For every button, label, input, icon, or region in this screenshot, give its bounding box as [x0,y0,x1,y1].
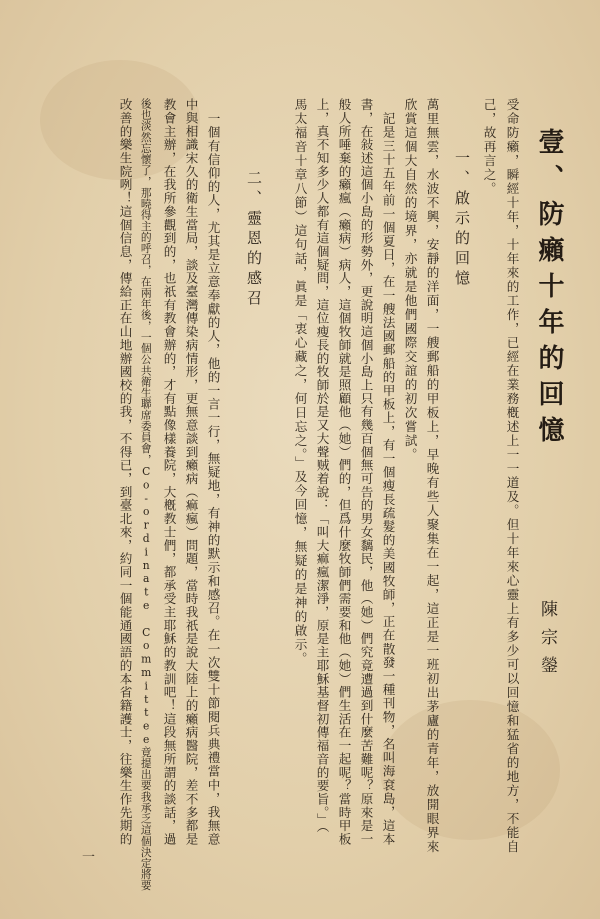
body-line: 書，在敍述這個小島的形勢外，更說明這個小島上只有幾百個無可告的男女黐民，他（她）們究竟遭過到什麼苦難呢？原來是一 [358,98,374,846]
page-number: 一 [82,850,96,865]
body-line: 萬里無雲，水波不興，安靜的洋面，一艘郵船的甲板上，早晚有些人聚集在一起，這正是一班初出茅廬的青年，放開眼界來 [424,98,440,854]
section-heading: 一、啟示的回憶 [453,150,471,290]
article-title: 壹、防癩十年的回憶 [534,128,564,452]
body-line: 欣賞這個大自然的境界，亦就是他們國際交誼的初次嘗試。 [402,98,418,462]
body-line: 上，真不知多少人都有這個疑問，這位瘦長的牧師於是又大聲贼着說：「叫大痲瘋潔淨，原是主耶穌基督初傳福音的要旨。」（ [314,98,330,834]
body-line: 改善的樂生院咧！這個信息，傳給正在山地辦國校的我，不得已，到臺北來，約同一個能通國語的本省籍護士，往樂生作先期的 [117,98,133,846]
paper-stain [380,700,560,840]
section-heading: 二、靈恩的感召 [245,170,263,310]
author-name: 陳宗鎣 [537,600,557,684]
intro-line: 己，故再言之。 [481,98,497,196]
body-line: 中與相識宋久的衛生當局，談及臺灣傳染病情形，更無意談到癩病（痲瘋）問題，當時我祇是說大陸上的癩病醫院，差不多都是 [183,98,199,846]
body-line: 後也淡然忘懷了，那曉得主的呼召，在兩年後，一個公共衛生聯席委員會，Co-ordinate Committee竟提出要我承乏這個決定將要 [139,98,153,891]
body-line: 般人所唾棄的癩瘋（癩病）病人，這個牧師就是照顧他（她）們的，但爲什麼牧師們需要和他（她）們生活在一起呢？當時甲板 [336,98,352,846]
body-line: 記是三十五年前一個夏日，在一艘法國郵船的甲板上，有一個瘦長疏髮的美國牧師，正在散發一種刊物，名叫海袞島，這本 [380,112,396,847]
body-line: 一個有信仰的人，尤其是立意奉獻的人，他的一言一行，無疑地，有神的默示和感召。在一次雙十節閱兵典禮當中，我無意 [205,112,221,847]
body-line: 馬太福音十章八節）這句話，眞是「衷心藏之，何日忘之。」及今回憶，無疑的是神的啟示。 [292,98,308,666]
intro-line: 受命防癩，瞬經十年，十年來的工作，已經在業務槪述上一一道及。但十年來心靈上有多少可以回憶和猛省的地方，不能自 [504,98,520,854]
body-line: 教會主辦，在我所參觀到的，也祇有教會辦的，才有點像樣養院，大槪教士們，都承受主耶穌的教訓吧！這段無所謂的談話，過 [161,98,177,846]
